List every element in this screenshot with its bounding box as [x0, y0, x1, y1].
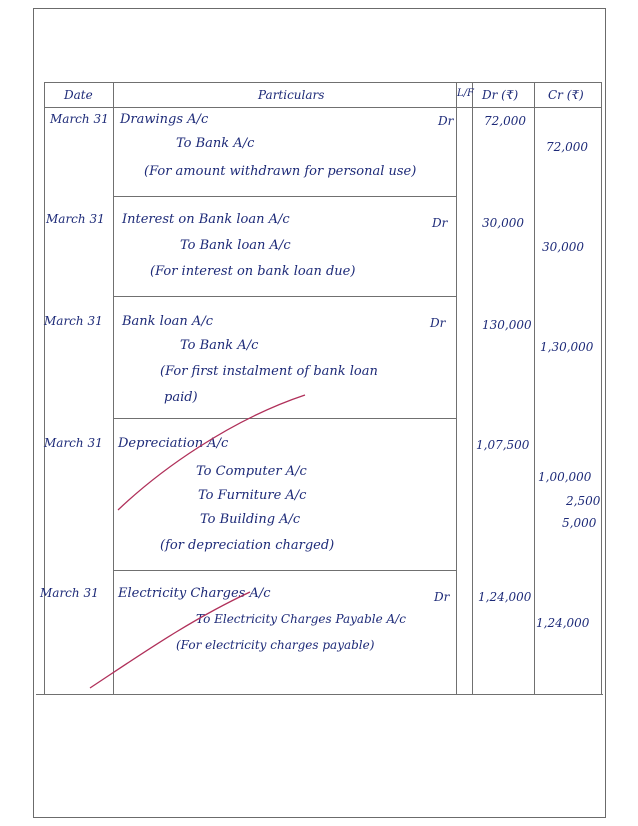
cr-amount: 5,000 [562, 516, 597, 530]
debit-account: Drawings A/c [120, 112, 209, 127]
dr-amount: 1,07,500 [476, 438, 530, 452]
check-mark-stroke [90, 592, 250, 688]
dr-mark: Dr [432, 216, 448, 230]
narration: (for depreciation charged) [160, 538, 335, 553]
entry-date: March 31 [46, 212, 105, 226]
dr-amount: 130,000 [482, 318, 532, 332]
credit-account: To Bank A/c [176, 136, 255, 151]
credit-account: To Electricity Charges Payable A/c [196, 612, 406, 626]
entry-date: March 31 [44, 436, 103, 450]
narration: (For amount withdrawn for personal use) [144, 164, 417, 179]
cr-amount: 1,24,000 [536, 616, 590, 630]
dr-mark: Dr [434, 590, 450, 604]
check-mark-stroke [118, 395, 305, 510]
narration: (For interest on bank loan due) [150, 264, 356, 279]
cr-amount: 72,000 [546, 140, 588, 154]
cr-amount: 1,00,000 [538, 470, 592, 484]
debit-account: Electricity Charges A/c [118, 586, 271, 601]
header-date: Date [64, 88, 93, 102]
entry-date: March 31 [44, 314, 103, 328]
narration: (For electricity charges payable) [176, 638, 375, 652]
dr-amount: 1,24,000 [478, 590, 532, 604]
credit-account: To Bank A/c [180, 338, 259, 353]
header-cr: Cr (₹) [548, 88, 584, 102]
header-lf: L/F [457, 88, 474, 99]
cr-amount: 1,30,000 [540, 340, 594, 354]
debit-account: Depreciation A/c [118, 436, 229, 451]
dr-mark: Dr [438, 114, 454, 128]
dr-mark: Dr [430, 316, 446, 330]
narration-continued: paid) [164, 390, 198, 405]
header-particulars: Particulars [258, 88, 325, 102]
credit-account: To Bank loan A/c [180, 238, 291, 253]
credit-account: To Computer A/c [196, 464, 307, 479]
narration: (For first instalment of bank loan [160, 364, 378, 379]
entry-date: March 31 [50, 112, 109, 126]
dr-amount: 72,000 [484, 114, 526, 128]
entry-date: March 31 [40, 586, 99, 600]
credit-account: To Furniture A/c [198, 488, 307, 503]
debit-account: Bank loan A/c [122, 314, 213, 329]
credit-account: To Building A/c [200, 512, 301, 527]
header-dr: Dr (₹) [482, 88, 519, 102]
dr-amount: 30,000 [482, 216, 524, 230]
debit-account: Interest on Bank loan A/c [122, 212, 290, 227]
cr-amount: 30,000 [542, 240, 584, 254]
cr-amount: 2,500 [566, 494, 601, 508]
